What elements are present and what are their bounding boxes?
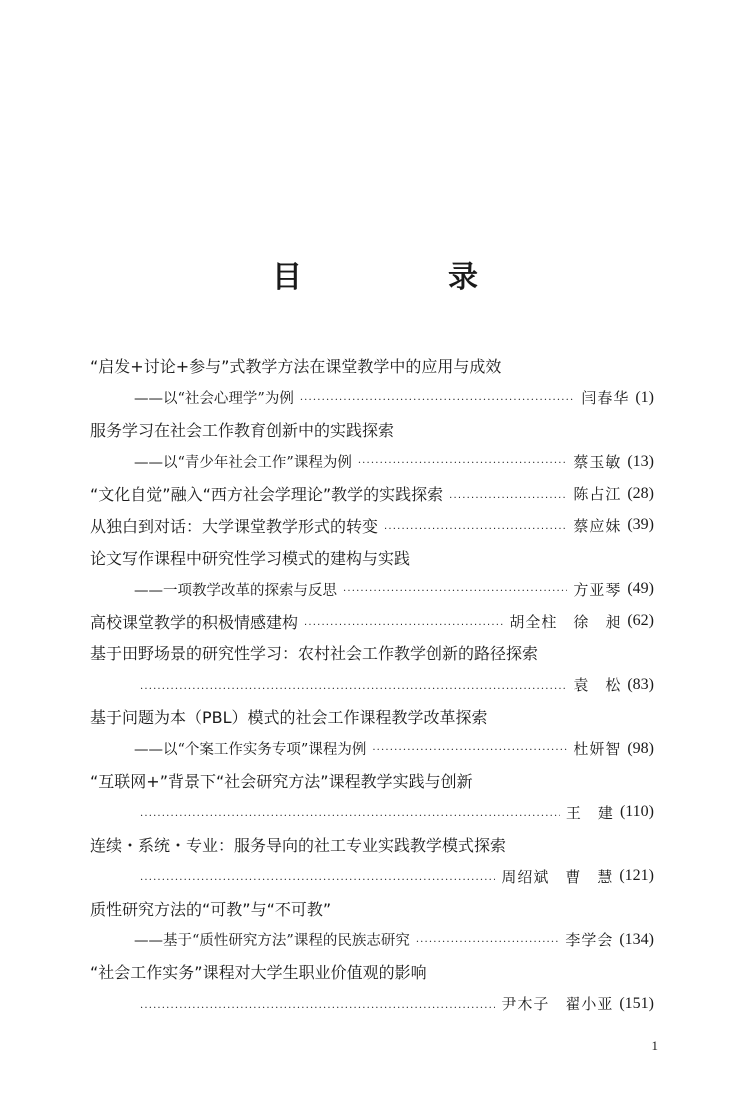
entry-page: (28) [627, 484, 654, 502]
entry-page: (62) [627, 612, 654, 630]
entry-page: (121) [619, 867, 654, 885]
toc-entry-2-detail[interactable] [90, 446, 654, 478]
entry-page: (1) [635, 388, 654, 406]
toc-entry-9-detail[interactable] [90, 796, 654, 828]
entry-author: 闫春华 [581, 389, 630, 408]
entry-author: 杜妍智 [573, 740, 622, 759]
entry-page: (134) [619, 930, 654, 948]
entry-author: 陈占江 [573, 485, 622, 503]
entry-page: (13) [627, 452, 654, 470]
toc-entry-7-title[interactable] [90, 637, 654, 669]
table-of-contents [90, 350, 654, 1020]
entry-subtitle: ——以“青少年社会工作”课程为例 [134, 455, 352, 472]
dot-leader [343, 579, 567, 594]
toc-entry-1-title[interactable] [90, 350, 654, 382]
page-title: 目 录 [272, 260, 536, 295]
dot-leader [372, 738, 567, 753]
entry-author: 蔡应妹 [573, 516, 622, 535]
entry-author: 王 建 [565, 803, 614, 822]
dot-leader [358, 451, 568, 466]
entry-page: (110) [619, 803, 654, 821]
toc-entry-9-title[interactable] [90, 765, 654, 797]
entry-author: 袁 松 [573, 676, 622, 695]
entry-subtitle: ——以“个案工作实务专项”课程为例 [134, 742, 367, 759]
entry-page: (151) [619, 994, 654, 1012]
entry-author: 蔡玉敏 [573, 453, 622, 472]
toc-entry-7-detail[interactable] [90, 669, 654, 701]
entry-page: (49) [627, 580, 654, 598]
toc-entry-1-detail[interactable] [90, 382, 654, 414]
dot-leader [416, 930, 560, 945]
entry-author: 尹木子 翟小亚 [501, 995, 614, 1014]
toc-entry-5-title[interactable] [90, 541, 654, 573]
dot-leader [304, 610, 503, 626]
dot-leader [384, 514, 567, 530]
entry-title: 高校课堂教学的积极情感建构 [90, 612, 299, 632]
entry-title: “互联网+”背景下“社会研究方法”课程教学实践与创新 [90, 772, 473, 792]
entry-page: (83) [627, 675, 654, 693]
toc-entry-10-title[interactable] [90, 828, 654, 860]
entry-title: “文化自觉”融入“西方社会学理论”教学的实践探索 [90, 485, 444, 504]
toc-entry-8-title[interactable] [90, 701, 654, 733]
entry-title: 从独白到对话：大学课堂教学形式的转变 [90, 516, 379, 536]
toc-entry-4[interactable] [90, 509, 654, 541]
entry-page: (98) [627, 739, 654, 757]
entry-author: 周绍斌 曹 慧 [501, 867, 614, 886]
dot-leader [449, 483, 567, 499]
toc-entry-3[interactable] [90, 478, 654, 510]
entry-title: 论文写作课程中研究性学习模式的建构与实践 [90, 548, 411, 568]
page-number: 1 [651, 1038, 658, 1053]
entry-title: “社会工作实务”课程对大学生职业价值观的影响 [90, 963, 427, 983]
entry-title: 基于田野场景的研究性学习：农村社会工作教学创新的路径探索 [90, 644, 539, 664]
toc-entry-11-detail[interactable] [90, 924, 654, 956]
toc-entry-6[interactable] [90, 605, 654, 637]
toc-entry-12-title[interactable] [90, 956, 654, 988]
dot-leader [140, 801, 560, 817]
toc-entry-11-title[interactable] [90, 892, 654, 924]
dot-leader [140, 993, 495, 1009]
entry-title: 连续・系统・专业：服务导向的社工专业实践教学模式探索 [90, 835, 507, 855]
entry-subtitle: ——一项教学改革的探索与反思 [134, 582, 337, 599]
entry-subtitle: ——以“社会心理学”为例 [134, 391, 294, 408]
entry-page: (39) [627, 516, 654, 534]
entry-subtitle: ——基于“质性研究方法”课程的民族志研究 [134, 933, 410, 950]
entry-title: “启发+讨论+参与”式教学方法在课堂教学中的应用与成效 [90, 357, 502, 377]
toc-entry-2-title[interactable] [90, 414, 654, 446]
entry-title: 基于问题为本（PBL）模式的社会工作课程教学改革探索 [90, 708, 488, 728]
entry-title: 质性研究方法的“可教”与“不可教” [90, 899, 332, 919]
toc-entry-5-detail[interactable] [90, 573, 654, 605]
toc-entry-12-detail[interactable] [90, 988, 654, 1020]
entry-author: 方亚琴 [573, 580, 622, 599]
dot-leader [300, 388, 576, 403]
dot-leader [140, 865, 495, 881]
toc-entry-10-detail[interactable] [90, 860, 654, 892]
entry-author: 李学会 [565, 931, 614, 950]
dot-leader [140, 674, 567, 690]
toc-entry-8-detail[interactable] [90, 733, 654, 765]
entry-author: 胡全柱 徐 昶 [509, 612, 622, 631]
entry-title: 服务学习在社会工作教育创新中的实践探索 [90, 421, 395, 441]
